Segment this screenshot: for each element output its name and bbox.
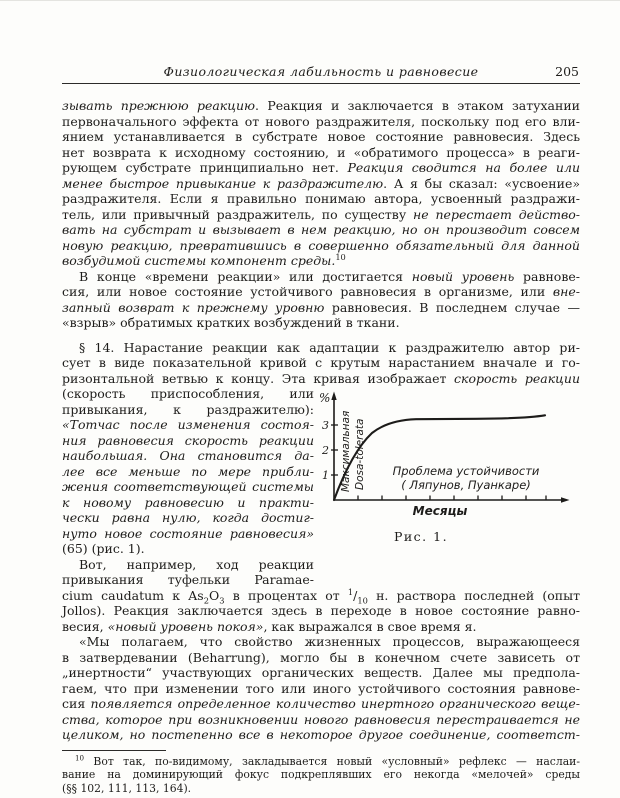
text-line: весия, «новый уровень покоя», как выражался в свое время я. [62, 618, 477, 634]
header-rule [62, 83, 580, 84]
text-line: привыкания туфельки Paramae- [62, 572, 314, 587]
text-line: первоначального эффекта от нового раздражителя, поскольку под его вли- [62, 113, 580, 129]
text-line: ризонтальной ветвью к концу. Эта кривая изображает скорость реакции [62, 370, 580, 386]
text-line: Jollos). Реакция заключается здесь в переходе в новое состояние равно- [62, 603, 580, 618]
text-line: (§§ 102, 111, 113, 164). [62, 781, 192, 795]
text-line: сия появляется определенное количество инертного органического веще- [62, 696, 580, 711]
y-tick-label-3: 3 [322, 419, 329, 432]
figure-column [314, 386, 580, 545]
page-number: 205 [555, 64, 579, 79]
text-line: менее быстрое привыкание к раздражителю. А я бы сказал: «усвоение» [62, 175, 580, 191]
text-line: нуто новое состояние равновесия» [62, 525, 314, 541]
left-column-text [62, 386, 314, 588]
x-axis-arrow-icon [561, 497, 570, 502]
x-axis-label: Месяцы [412, 504, 468, 518]
text-line: $^{10}$ Вот так, по-видимому, закладывается новый «условный» рефлекс — наслаи- [75, 752, 580, 768]
y-axis-arrow-icon [331, 392, 336, 401]
text-line: целиком, но постепенно все в некоторое другое соединение, соответст- [62, 727, 580, 742]
text-line: нет возврата к исходному состоянию, и «обратимого процесса» в реаги- [62, 144, 580, 160]
text-line: «Тотчас после изменения состоя- [62, 417, 314, 432]
y-tick-label-1: 1 [322, 469, 329, 482]
text-line: ства, которое при возникновении нового равновесия перестраивается не [62, 711, 580, 727]
text-line: лее все меньше по мере прибли- [62, 463, 314, 479]
text-line: „инертности“ участвующих органических веществ. Далее мы предпола- [62, 665, 580, 680]
y-tick-label-2: 2 [322, 444, 329, 457]
body-text [62, 98, 580, 795]
y-axis-unit-label: % [319, 391, 331, 405]
text-line: гаем, что при изменении того или иного устойчивого состояния равнове- [62, 680, 580, 696]
text-line: Вот, например, ход реакции [79, 556, 314, 572]
text-line: вание на доминирующий фокус подкреплявших его некогда «мелочей» среды [62, 768, 580, 782]
text-line: cium caudatum к $As_2O_3$ в процентах от $^1/_{10}$ н. раствора последней (опыт [62, 586, 580, 605]
text-line: ния равновесия скорость реакции [62, 432, 314, 448]
text-line: новую реакцию, превратившись в совершенно обязательный для данной [62, 237, 580, 253]
text-line: возбудимой системы компонент среды.$^{10}$ [62, 251, 346, 268]
text-line: жения соответствующей системы [62, 479, 314, 494]
running-title: Физиологическая лабильность и равновесие [163, 64, 479, 79]
paragraph-2 [62, 269, 580, 331]
text-line: наибольшая. Она становится да- [62, 448, 314, 463]
text-line: в затвердевании (Beharrung), могло бы в конечном счете зависеть от [62, 649, 580, 665]
text-line: чески равна нулю, когда достиг- [62, 510, 314, 525]
text-line: привыкания, к раздражителю): [62, 401, 314, 417]
y-axis-label-line1: Максимальная [340, 410, 352, 492]
text-line: вать на субстрат и вызывает в нем реакцию, но он производит совсем [62, 222, 580, 237]
annotation-line2: ( Ляпунов, Пуанкаре) [401, 478, 531, 492]
text-line: зывать прежнюю реакцию. Реакция и заключается в этаком затухании [62, 98, 580, 113]
text-line: (скорость приспособления, или [62, 386, 314, 401]
text-line: сия, или новое состояние устойчивого равновесия в организме, или вне- [62, 284, 580, 299]
footnote-rule [62, 750, 166, 751]
figure-caption: Рис. 1. [393, 529, 449, 544]
scan-edge-top [0, 0, 620, 1]
text-line: § 14. Нарастание реакции как адаптации к раздражителю автор ри- [79, 339, 580, 355]
text-line: тель, или привычный раздражитель, по существу не перестает действо- [62, 206, 580, 222]
text-line: «взрыв» обратимых кратких возбуждений в ткани. [62, 315, 400, 330]
text-line: рующем субстрате принципиально нет. Реакция сводится на более или [62, 160, 580, 175]
text-line: сует в виде показательной кривой с крутым нарастанием вначале и го- [62, 355, 580, 370]
text-line: «Мы полагаем, что свойство жизненных процессов, выражающееся [79, 634, 580, 649]
text-line: янием устанавливается в субстрате новое состояние равновесия. Здесь [62, 129, 580, 144]
paragraph-continuation [62, 588, 580, 743]
annotation-line1: Проблема устойчивости [392, 464, 540, 478]
two-column-block [62, 386, 580, 588]
figure-1-chart [318, 388, 576, 520]
text-line: к новому равновесию и практи- [62, 494, 314, 510]
text-line: запный возврат к прежнему уровню равновесия. В последнем случае — [62, 299, 581, 315]
paragraph-section-14 [62, 340, 580, 387]
scan-edge-bottom [0, 788, 620, 790]
text-line: В конце «времени реакции» или достигается новый уровень равнове- [79, 268, 580, 284]
y-axis-label-line2: Dosa-tolerata [354, 418, 366, 490]
paragraph-1 [62, 98, 580, 269]
figure-1 [318, 388, 580, 545]
page-content [62, 64, 580, 795]
text-line: раздражителя. Если я правильно понимаю автора, усвоенный раздражи- [62, 191, 580, 206]
page-header [62, 64, 580, 81]
text-line: (65) (рис. 1). [62, 541, 145, 556]
